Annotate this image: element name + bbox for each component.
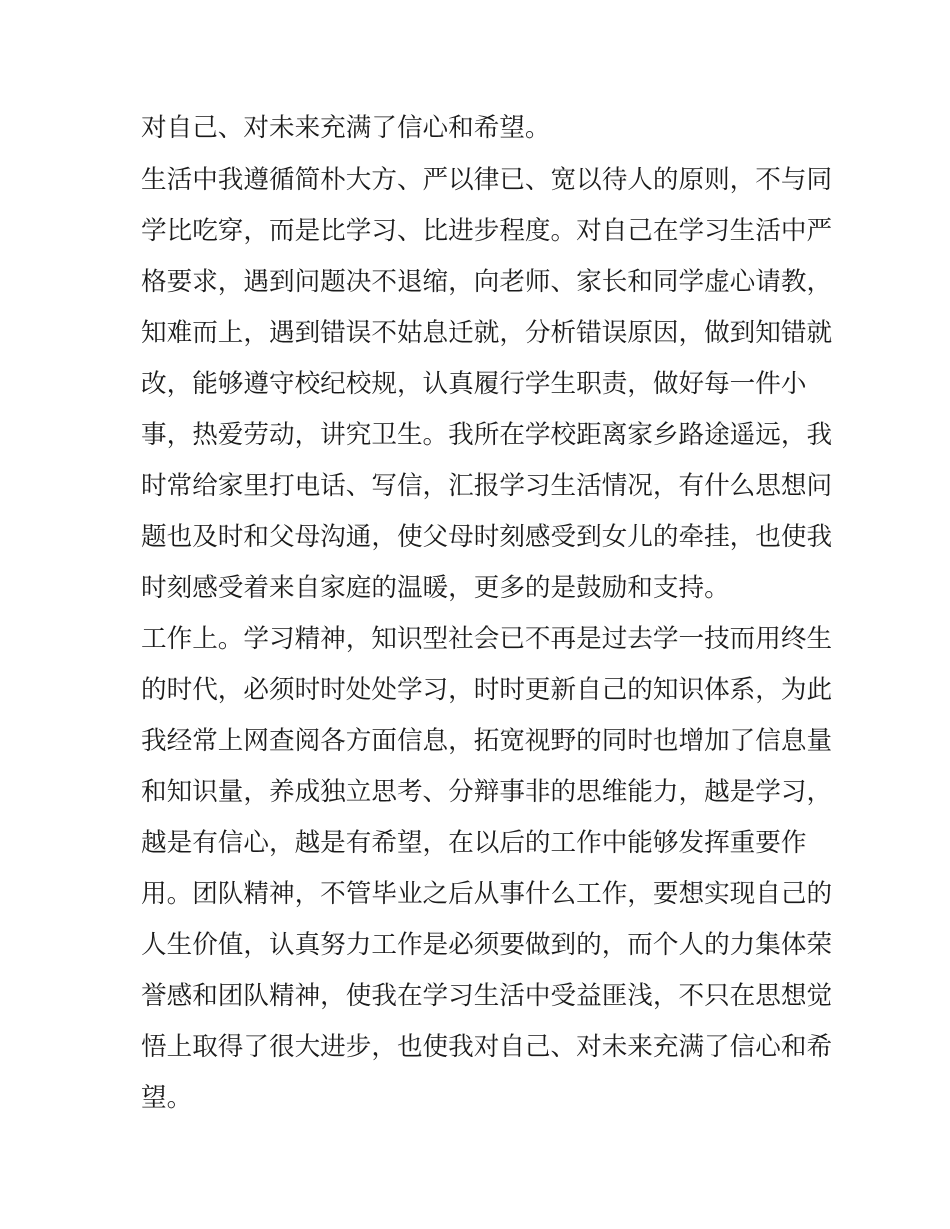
text-line: 格要求，遇到问题决不退缩，向老师、家长和同学虚心请教， [141,267,833,297]
text-line: 生活中我遵循简朴大方、严以律已、宽以待人的原则，不与同 [141,165,833,195]
text-line: 越是有信心，越是有希望，在以后的工作中能够发挥重要作 [141,828,807,858]
text-line: 和知识量，养成独立思考、分辩事非的思维能力，越是学习， [141,777,833,807]
text-line: 工作上。学习精神，知识型社会已不再是过去学一技而用终生 [141,624,833,654]
text-line: 时刻感受着来自家庭的温暖，更多的是鼓励和支持。 [141,573,730,603]
text-line: 时常给家里打电话、写信，汇报学习生活情况，有什么思想问 [141,471,833,501]
text-line: 事，热爱劳动，讲究卫生。我所在学校距离家乡路途遥远，我 [141,420,833,450]
text-line: 我经常上网查阅各方面信息，拓宽视野的同时也增加了信息量 [141,726,833,756]
text-line: 用。团队精神，不管毕业之后从事什么工作，要想实现自己的 [141,879,833,909]
text-line: 悟上取得了很大进步，也使我对自己、对未来充满了信心和希 [141,1032,833,1062]
text-line: 学比吃穿，而是比学习、比进步程度。对自己在学习生活中严 [141,216,833,246]
text-line: 誉感和团队精神，使我在学习生活中受益匪浅，不只在思想觉 [141,981,833,1011]
text-line: 题也及时和父母沟通，使父母时刻感受到女儿的牵挂，也使我 [141,522,833,552]
text-line: 望。 [141,1083,193,1113]
text-line: 人生价值，认真努力工作是必须要做到的，而个人的力集体荣 [141,930,833,960]
text-line: 对自己、对未来充满了信心和希望。 [141,113,551,143]
text-line: 改，能够遵守校纪校规，认真履行学生职责，做好每一件小 [141,369,807,399]
text-line: 知难而上，遇到错误不姑息迁就，分析错误原因，做到知错就 [141,318,833,348]
text-line: 的时代，必须时时处处学习，时时更新自己的知识体系，为此 [141,675,833,705]
